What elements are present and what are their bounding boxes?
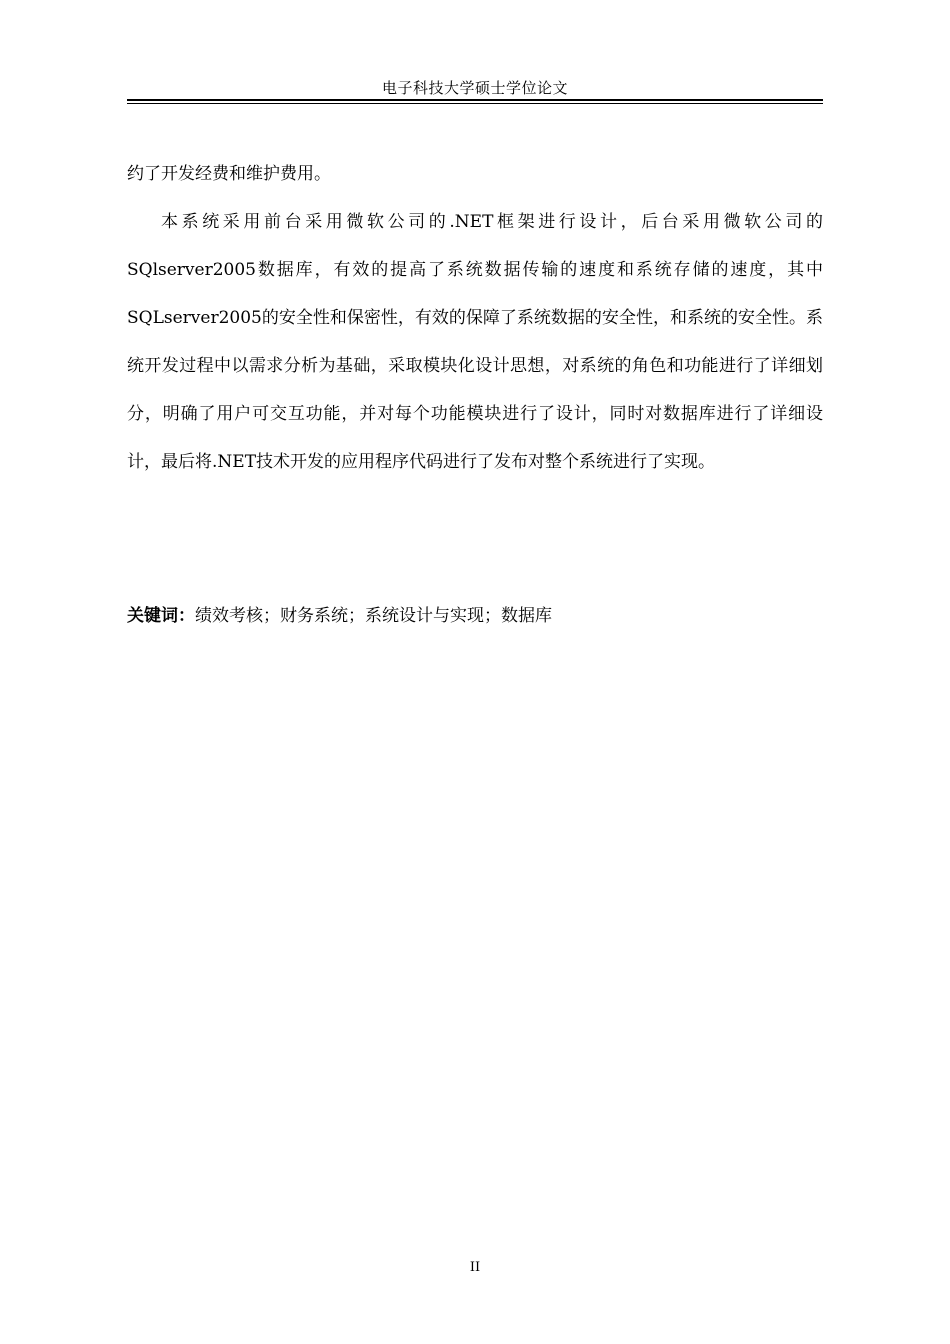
keywords-text: 绩效考核；财务系统；系统设计与实现；数据库 bbox=[195, 606, 552, 626]
body-paragraph: 本系统采用前台采用微软公司的.NET框架进行设计，后台采用微软公司的SQlserver2005数据库，有效的提高了系统数据传输的速度和系统存储的速度，其中SQLserver2005的安全性和保密性，有效的保障了系统数据的安全性，和系统的安全性。系统开发过程中以需求分析为基础，采取模块化设计思想，对系统的角色和功能进行了详细划分，明确了用户可交互功能，并对每个功能模块进行了设计，同时对数据库进行了详细设计，最后将.NET技术开发的应用程序代码进行了发布对整个系统进行了实现。 bbox=[127, 212, 823, 472]
keywords-label: 关键词： bbox=[127, 606, 195, 626]
body-text bbox=[127, 150, 823, 486]
body-paragraph-continued: 约了开发经费和维护费用。 bbox=[127, 164, 331, 184]
page-header-title: 电子科技大学硕士学位论文 bbox=[381, 79, 568, 97]
keywords-line bbox=[127, 596, 823, 636]
header-rule-thick bbox=[127, 99, 823, 101]
page-number: II bbox=[469, 1260, 481, 1275]
header-rule-thin bbox=[127, 103, 823, 104]
